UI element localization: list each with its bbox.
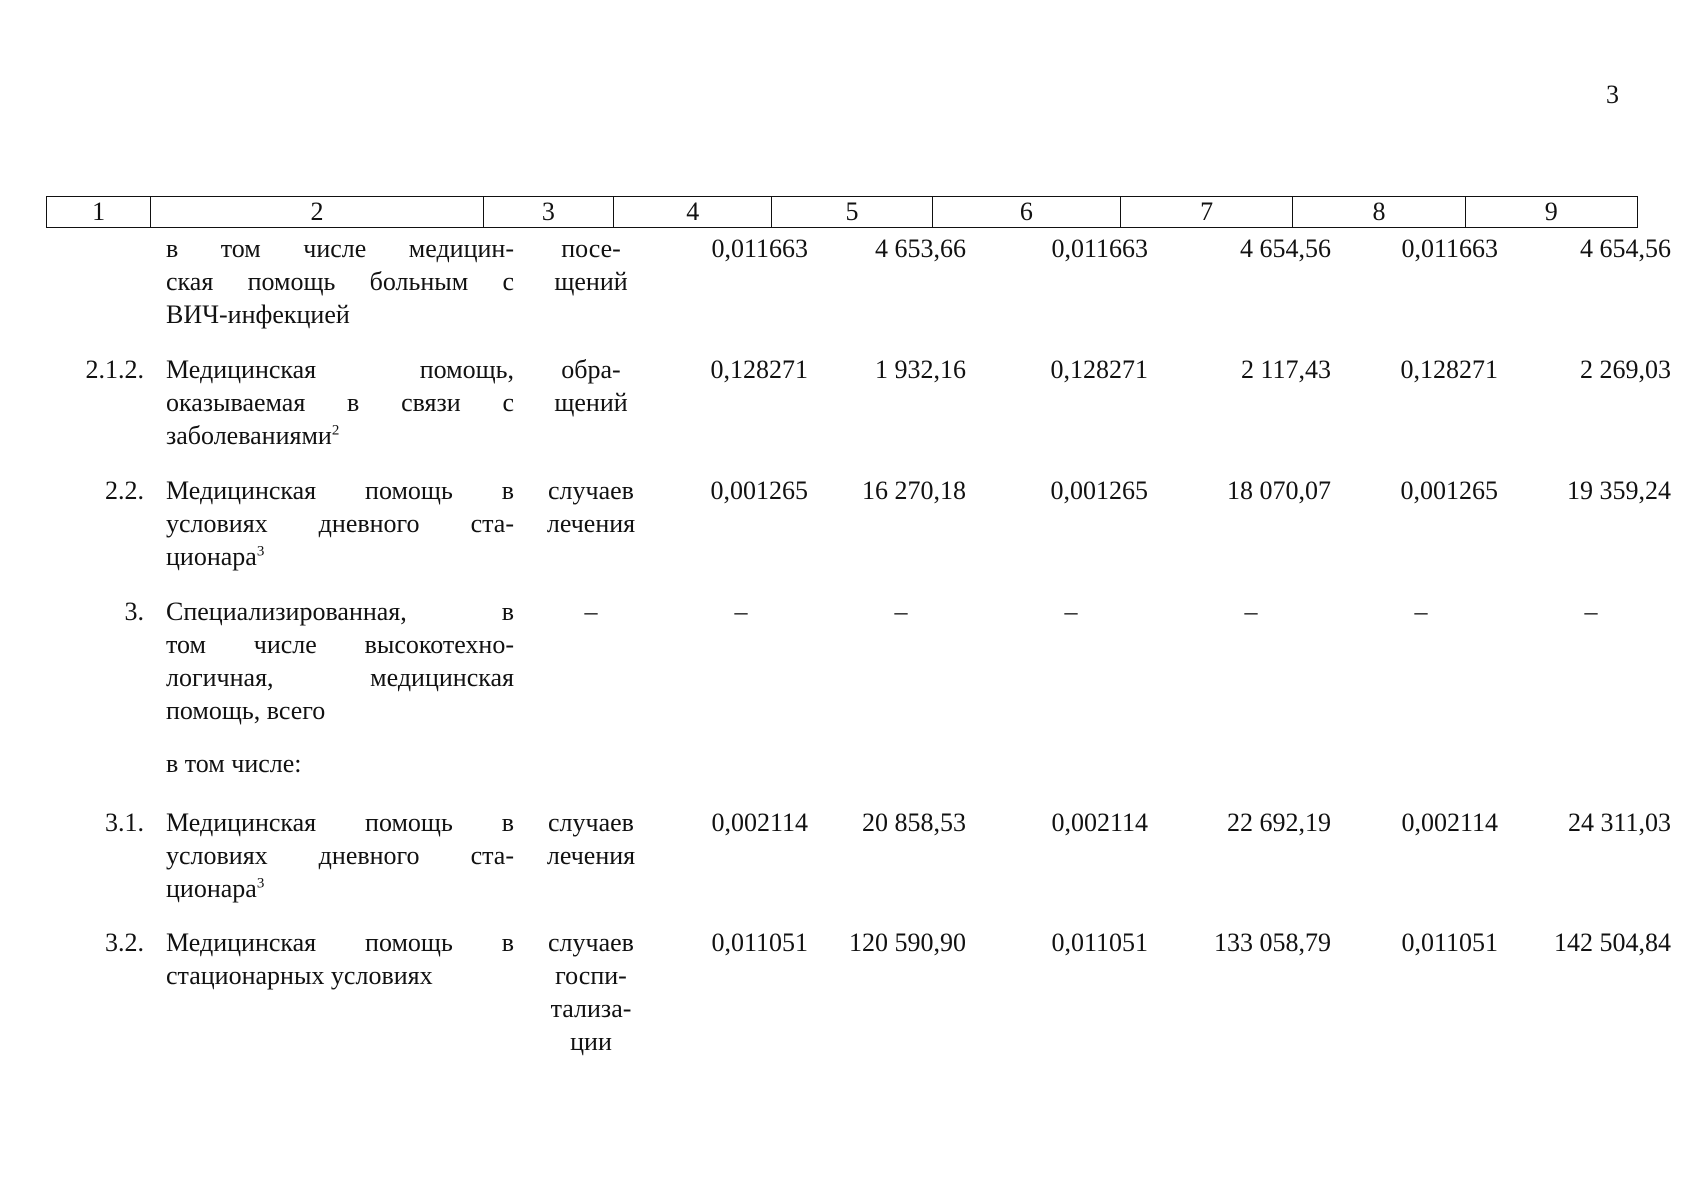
value-col-5: 4 653,66: [875, 234, 966, 263]
row-name: [166, 926, 514, 992]
row-name: [166, 474, 514, 573]
footnote-marker: 2: [331, 422, 340, 439]
value-col-8: 0,001265: [1400, 476, 1498, 505]
table-row: [46, 806, 1671, 906]
value-col-8: 0,011663: [1401, 234, 1498, 263]
column-number-7: 7: [1120, 197, 1292, 228]
row-name-line: ционара$^3$: [166, 542, 265, 571]
value-col-7: –: [1244, 597, 1258, 626]
unit-line: тализа-: [550, 994, 632, 1023]
value-col-5: 16 270,18: [862, 476, 966, 505]
value-col-4: 0,001265: [710, 476, 808, 505]
row-name-line: логичная, медицинская: [166, 663, 514, 692]
value-col-5: 120 590,90: [849, 928, 966, 957]
unit-line: посе-: [561, 234, 621, 263]
row-name-line: том числе высокотехно-: [166, 630, 514, 659]
unit-line: –: [584, 597, 598, 626]
row-name-line: в том числе:: [166, 749, 302, 778]
unit-line: ции: [570, 1027, 612, 1056]
footnote-marker: 3: [256, 543, 265, 560]
value-col-8: 0,002114: [1401, 808, 1498, 837]
row-name-line: ская помощь больным с: [166, 267, 514, 296]
row-name-line: помощь, всего: [166, 696, 326, 725]
unit-line: лечения: [546, 841, 636, 870]
value-col-7: 133 058,79: [1214, 928, 1331, 957]
row-number: 2.1.2.: [85, 355, 144, 384]
value-col-7: 22 692,19: [1227, 808, 1331, 837]
table-row: [46, 926, 1671, 1066]
value-col-4: 0,128271: [710, 355, 808, 384]
unit-line: случаев: [548, 928, 634, 957]
value-col-9: 24 311,03: [1567, 808, 1671, 837]
value-col-6: –: [1064, 597, 1078, 626]
row-name-line: в том числе медицин-: [166, 234, 514, 263]
value-col-9: 142 504,84: [1554, 928, 1671, 957]
row-name: [166, 747, 514, 780]
value-col-9: –: [1584, 597, 1598, 626]
unit-line: обра-: [561, 355, 621, 384]
value-col-8: 0,128271: [1400, 355, 1498, 384]
row-name-line: стационарных условиях: [166, 961, 433, 990]
value-col-7: 2 117,43: [1240, 355, 1331, 384]
unit-line: щений: [554, 388, 628, 417]
value-col-5: 20 858,53: [862, 808, 966, 837]
row-name-line: Медицинская помощь в: [166, 476, 514, 505]
column-number-2: 2: [151, 197, 484, 228]
unit-line: случаев: [548, 476, 634, 505]
column-number-1: 1: [47, 197, 151, 228]
column-number-5: 5: [772, 197, 932, 228]
value-col-9: 4 654,56: [1580, 234, 1671, 263]
row-name-line: условиях дневного ста-: [166, 509, 514, 538]
value-col-5: –: [894, 597, 908, 626]
value-col-6: 0,011051: [1051, 928, 1148, 957]
row-number: 3.1.: [105, 808, 144, 837]
row-name: [166, 595, 514, 727]
page-number: 3: [1606, 80, 1619, 109]
row-name-line: Медицинская помощь в: [166, 808, 514, 837]
unit-line: случаев: [548, 808, 634, 837]
value-col-9: 19 359,24: [1567, 476, 1671, 505]
unit-line: лечения: [546, 509, 636, 538]
value-col-5: 1 932,16: [875, 355, 966, 384]
column-number-6: 6: [932, 197, 1120, 228]
row-name-line: ционара$^3$: [166, 874, 265, 903]
table-row: [46, 353, 1671, 453]
row-number: 2.2.: [105, 476, 144, 505]
row-name-line: условиях дневного ста-: [166, 841, 514, 870]
row-name: [166, 232, 514, 331]
value-col-7: 18 070,07: [1227, 476, 1331, 505]
table-row: [46, 474, 1671, 574]
value-col-6: 0,011663: [1051, 234, 1148, 263]
row-name: [166, 353, 514, 452]
value-col-8: 0,011051: [1401, 928, 1498, 957]
value-col-6: 0,002114: [1051, 808, 1148, 837]
value-col-4: 0,002114: [711, 808, 808, 837]
row-name-line: ВИЧ-инфекцией: [166, 300, 350, 329]
unit-line: госпи-: [555, 961, 627, 990]
table-header: [46, 196, 1638, 228]
row-name: [166, 806, 514, 905]
value-col-6: 0,128271: [1050, 355, 1148, 384]
row-name-line: Медицинская помощь в: [166, 928, 514, 957]
value-col-6: 0,001265: [1050, 476, 1148, 505]
row-name-line: Медицинская помощь,: [166, 355, 514, 384]
value-col-9: 2 269,03: [1580, 355, 1671, 384]
row-name-line: оказываемая в связи с: [166, 388, 514, 417]
unit-line: щений: [554, 267, 628, 296]
value-col-4: –: [734, 597, 748, 626]
column-number-8: 8: [1293, 197, 1465, 228]
table-row: [46, 595, 1638, 735]
row-number: 3.2.: [105, 928, 144, 957]
column-number-3: 3: [483, 197, 613, 228]
table-row: [46, 232, 1671, 332]
value-col-7: 4 654,56: [1240, 234, 1331, 263]
table-row: [46, 747, 1638, 787]
value-col-8: –: [1414, 597, 1428, 626]
column-number-9: 9: [1465, 197, 1637, 228]
row-name-line: заболеваниями$^2$: [166, 421, 340, 450]
column-number-4: 4: [614, 197, 772, 228]
row-name-line: Специализированная, в: [166, 597, 514, 626]
unit-of-measure: [486, 595, 696, 628]
value-col-4: 0,011663: [711, 234, 808, 263]
value-col-4: 0,011051: [711, 928, 808, 957]
row-number: 3.: [124, 597, 144, 626]
footnote-marker: 3: [256, 875, 265, 892]
